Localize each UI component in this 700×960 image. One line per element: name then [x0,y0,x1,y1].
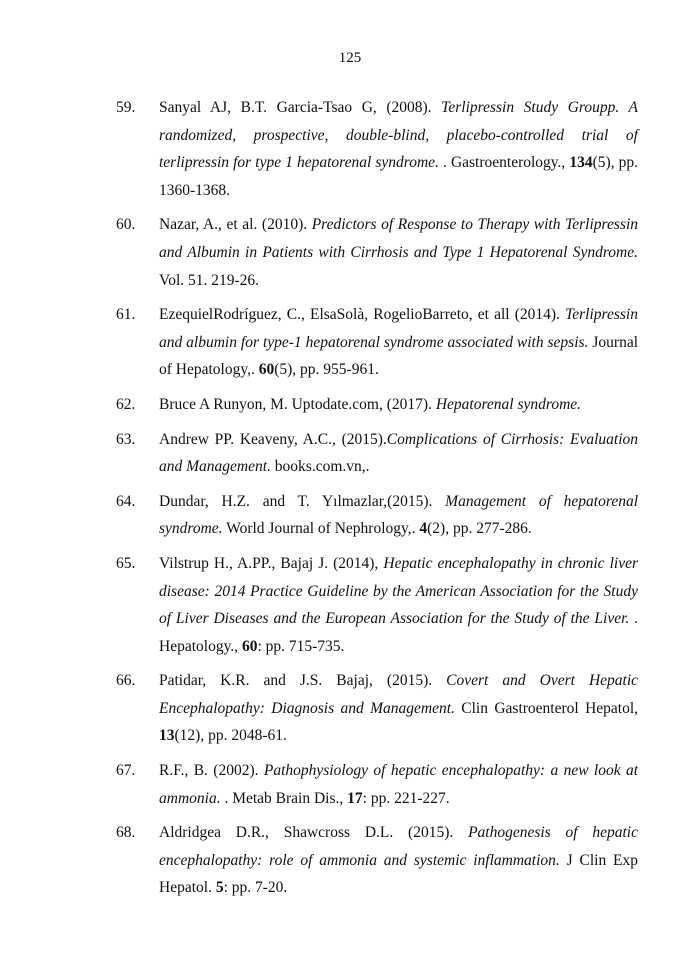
reference-text [159,211,638,294]
reference-source: Vol. 51. 219-26. [159,271,260,289]
reference-text [159,819,638,902]
reference-authors: Andrew PP. Keaveny, A.C., (2015). [159,430,387,448]
reference-details: : pp. 715-735. [257,637,345,655]
reference-title: Pathophysiology of hepatic encephalopathy: a new look at ammonia. [159,762,638,807]
reference-item [116,819,638,902]
reference-authors: Vilstrup H., A.PP., Bajaj J. (2014), [159,554,379,572]
reference-source: World Journal of Nephrology,. [226,520,416,538]
reference-item [116,488,638,543]
reference-text [159,550,638,660]
reference-text [159,488,638,543]
reference-number: 59. [116,99,136,116]
reference-details: (5), pp. 955-961. [274,361,379,379]
reference-authors: Dundar, H.Z. and T. Yılmazlar,(2015). [159,492,433,510]
reference-number: 61. [116,306,136,324]
reference-number: 64. [116,492,136,510]
reference-title: Terlipressin Study Groupp. A randomized, prospective, double-blind, placebo-controlled trial of terlipressin for type 1 hepatorenal syndrome. [159,99,639,172]
reference-volume: 60 [258,361,275,379]
reference-authors: Aldridgea D.R., Shawcross D.L. (2015). [159,824,454,842]
reference-authors: Bruce A Runyon, M. Uptodate.com, (2017). [159,395,432,413]
reference-details: : pp. 7-20. [223,879,288,897]
reference-volume: 13 [159,727,175,745]
reference-item [116,667,638,750]
reference-source: . Gastroenterology., [443,154,566,172]
reference-item [116,94,638,204]
reference-number: 65. [116,554,136,572]
reference-title: Predictors of Response to Therapy with Terlipressin and Albumin in Patients with Cirrhosis and Type 1 Hepatorenal Syndrome. [159,216,638,261]
reference-authors: EzequielRodríguez, C., ElsaSolà, RogelioBarreto, et all (2014). [159,306,560,324]
reference-details: (5), pp. 1360-1368. [159,154,639,199]
reference-details: (2), pp. 277-286. [427,520,532,538]
reference-volume: 134 [569,154,593,172]
reference-authors: R.F., B. (2002). [159,762,259,780]
reference-text [159,667,638,750]
reference-text [159,94,638,204]
reference-text [159,301,638,384]
reference-number: 60. [116,216,136,234]
reference-list [116,94,638,909]
reference-item [116,211,638,294]
reference-text [159,426,638,481]
reference-details: : pp. 221-227. [362,789,450,807]
reference-text [159,757,638,812]
reference-source: Clin Gastroenterol Hepatol, [461,699,639,717]
reference-volume: 60 [241,637,258,655]
reference-number: 67. [116,762,136,780]
reference-item [116,391,638,419]
reference-volume: 4 [419,520,428,538]
reference-number: 66. [116,672,136,690]
reference-title: Management of hepatorenal syndrome. [159,492,639,538]
reference-authors: Patidar, K.R. and J.S. Bajaj, (2015). [159,672,433,690]
reference-source: books.com.vn,. [274,458,370,476]
reference-title: Terlipressin and albumin for type-1 hepatorenal syndrome associated with sepsis. [159,306,638,351]
reference-title: Pathogenesis of hepatic encephalopathy: role of ammonia and systemic inflammation. [159,824,638,869]
reference-number: 63. [116,430,136,448]
page-number: 125 [338,50,362,66]
reference-authors: Sanyal AJ, B.T. Garcia-Tsao G, (2008). [159,99,432,116]
reference-title: Complications of Cirrhosis: Evaluation and Management. [159,430,639,476]
reference-title: Hepatorenal syndrome. [435,395,582,413]
reference-number: 68. [116,824,136,842]
reference-source: J Clin Exp Hepatol. [159,851,639,897]
reference-title: Covert and Overt Hepatic Encephalopathy: Diagnosis and Management. [159,672,639,717]
reference-number: 62. [116,395,136,413]
reference-source: . Metab Brain Dis., [224,789,344,807]
reference-source: . Hepatology., [159,610,639,655]
reference-source: Journal of Hepatology,. [159,333,639,379]
reference-volume: 5 [215,879,224,897]
reference-volume: 17 [347,789,363,807]
reference-text [159,391,638,419]
reference-item [116,550,638,660]
reference-authors: Nazar, A., et al. (2010). [159,216,308,234]
reference-item [116,301,638,384]
reference-item [116,426,638,481]
reference-item [116,757,638,812]
reference-title: Hepatic encephalopathy in chronic liver disease: 2014 Practice Guideline by the American Association for the Study of Liver Diseases and the European Association for the Study of the Liver. [159,554,638,628]
reference-details: (12), pp. 2048-61. [174,727,287,745]
